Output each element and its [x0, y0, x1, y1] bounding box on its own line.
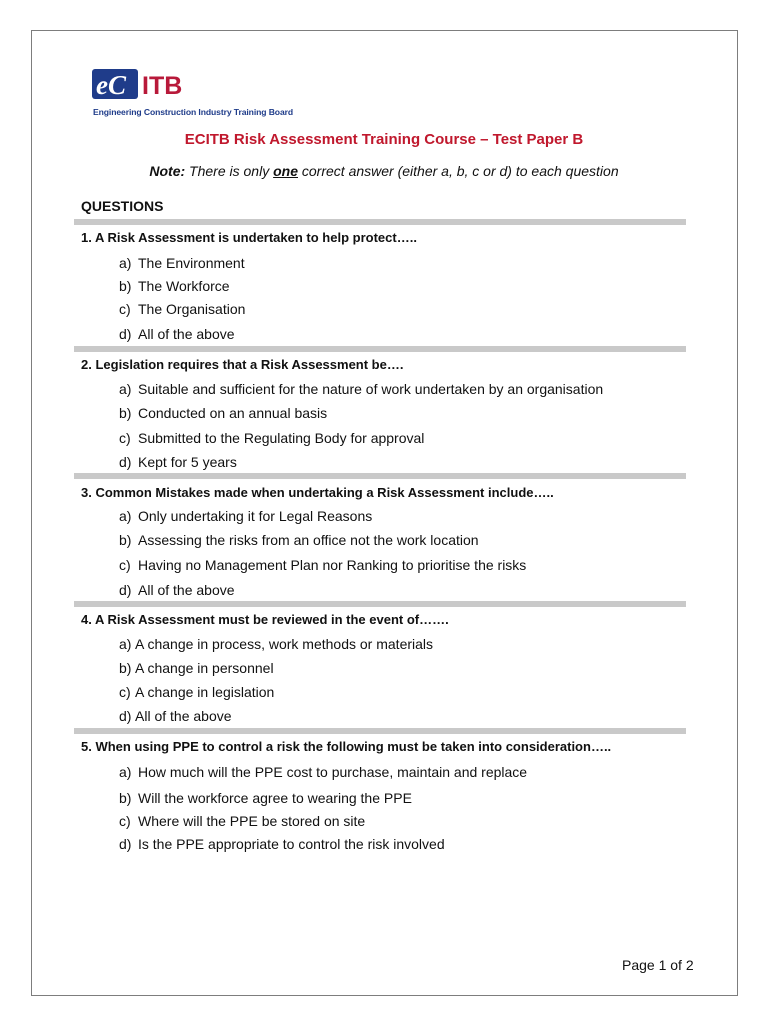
question-2-text: 2. Legislation requires that a Risk Assessment be….	[81, 357, 404, 372]
option-text: All of the above	[138, 326, 235, 342]
question-5-option-b	[119, 790, 412, 806]
question-5-option-a	[119, 764, 527, 780]
option-text: A change in legislation	[135, 684, 275, 700]
option-letter: b)	[119, 278, 132, 294]
option-letter: a)	[119, 508, 132, 524]
question-4-option-a	[119, 636, 433, 652]
document-title: ECITB Risk Assessment Training Course – Test Paper B	[184, 131, 584, 148]
question-1-option-c	[119, 301, 245, 317]
option-text: Kept for 5 years	[138, 454, 237, 470]
question-3-text: 3. Common Mistakes made when undertaking a Risk Assessment include…..	[81, 485, 554, 500]
option-letter: d)	[119, 708, 132, 724]
question-2-option-a	[119, 381, 603, 397]
option-text: A change in process, work methods or materials	[135, 636, 434, 652]
option-letter: b)	[119, 790, 132, 806]
ecitb-logo	[91, 67, 321, 119]
option-letter: d)	[119, 582, 132, 598]
question-5-option-c	[119, 813, 365, 829]
option-letter: a)	[119, 381, 132, 397]
question-1-option-b	[119, 278, 230, 294]
question-4-option-c	[119, 684, 274, 700]
question-2-option-d	[119, 454, 237, 470]
option-text: Conducted on an annual basis	[138, 405, 328, 421]
option-text: Assessing the risks from an office not the work location	[138, 532, 479, 548]
option-text: All of the above	[135, 708, 232, 724]
option-letter: a)	[119, 255, 132, 271]
question-separator	[74, 346, 686, 352]
option-letter: d)	[119, 454, 132, 470]
questions-heading: QUESTIONS	[81, 198, 164, 214]
question-3-option-d	[119, 582, 235, 598]
note-text-before: There is only	[185, 163, 274, 179]
question-2-option-b	[119, 405, 327, 421]
option-letter: d)	[119, 836, 132, 852]
note-label: Note:	[149, 163, 186, 179]
question-5-option-d	[119, 836, 445, 852]
option-text: The Organisation	[138, 301, 246, 317]
page-number: Page 1 of 2	[622, 957, 694, 973]
option-letter: c)	[119, 557, 131, 573]
question-1-text: 1. A Risk Assessment is undertaken to help protect…..	[81, 230, 417, 245]
question-3-option-b	[119, 532, 479, 548]
option-letter: d)	[119, 326, 132, 342]
question-5-text: 5. When using PPE to control a risk the following must be taken into consideration…..	[81, 739, 612, 754]
question-1-option-d	[119, 326, 235, 342]
question-3-option-c	[119, 557, 526, 573]
option-text: The Workforce	[138, 278, 230, 294]
question-separator	[74, 473, 686, 479]
note-emphasis: one	[273, 163, 298, 179]
option-text: How much will the PPE cost to purchase, maintain and replace	[138, 764, 528, 780]
question-2-option-c	[119, 430, 424, 446]
option-text: Submitted to the Regulating Body for approval	[138, 430, 425, 446]
option-text: Where will the PPE be stored on site	[138, 813, 366, 829]
option-text: Only undertaking it for Legal Reasons	[138, 508, 373, 524]
option-letter: c)	[119, 813, 131, 829]
option-letter: a)	[119, 636, 132, 652]
option-letter: b)	[119, 532, 132, 548]
question-separator	[74, 219, 686, 225]
option-letter: c)	[119, 301, 131, 317]
option-letter: b)	[119, 405, 132, 421]
question-3-option-a	[119, 508, 372, 524]
instruction-note	[0, 163, 768, 179]
ecitb-logo-mark	[91, 67, 321, 101]
option-letter: c)	[119, 684, 131, 700]
logo-subtitle: Engineering Construction Industry Training Board	[93, 107, 294, 117]
note-text-after: correct answer (either a, b, c or d) to each question	[298, 163, 619, 179]
question-separator	[74, 601, 686, 607]
option-text: Is the PPE appropriate to control the risk involved	[138, 836, 445, 852]
option-letter: a)	[119, 764, 132, 780]
option-text: A change in personnel	[135, 660, 274, 676]
question-1-option-a	[119, 255, 245, 271]
logo-itb-text: ITB	[142, 72, 183, 100]
option-text: The Environment	[138, 255, 245, 271]
question-4-text: 4. A Risk Assessment must be reviewed in the event of…….	[81, 612, 449, 627]
option-letter: c)	[119, 430, 131, 446]
option-text: All of the above	[138, 582, 235, 598]
question-4-option-b	[119, 660, 274, 676]
logo-ec-text: eC	[96, 70, 126, 100]
option-text: Suitable and sufficient for the nature of work undertaken by an organisation	[138, 381, 604, 397]
option-letter: b)	[119, 660, 132, 676]
option-text: Having no Management Plan nor Ranking to prioritise the risks	[138, 557, 527, 573]
question-4-option-d	[119, 708, 232, 724]
question-separator	[74, 728, 686, 734]
option-text: Will the workforce agree to wearing the PPE	[138, 790, 412, 806]
